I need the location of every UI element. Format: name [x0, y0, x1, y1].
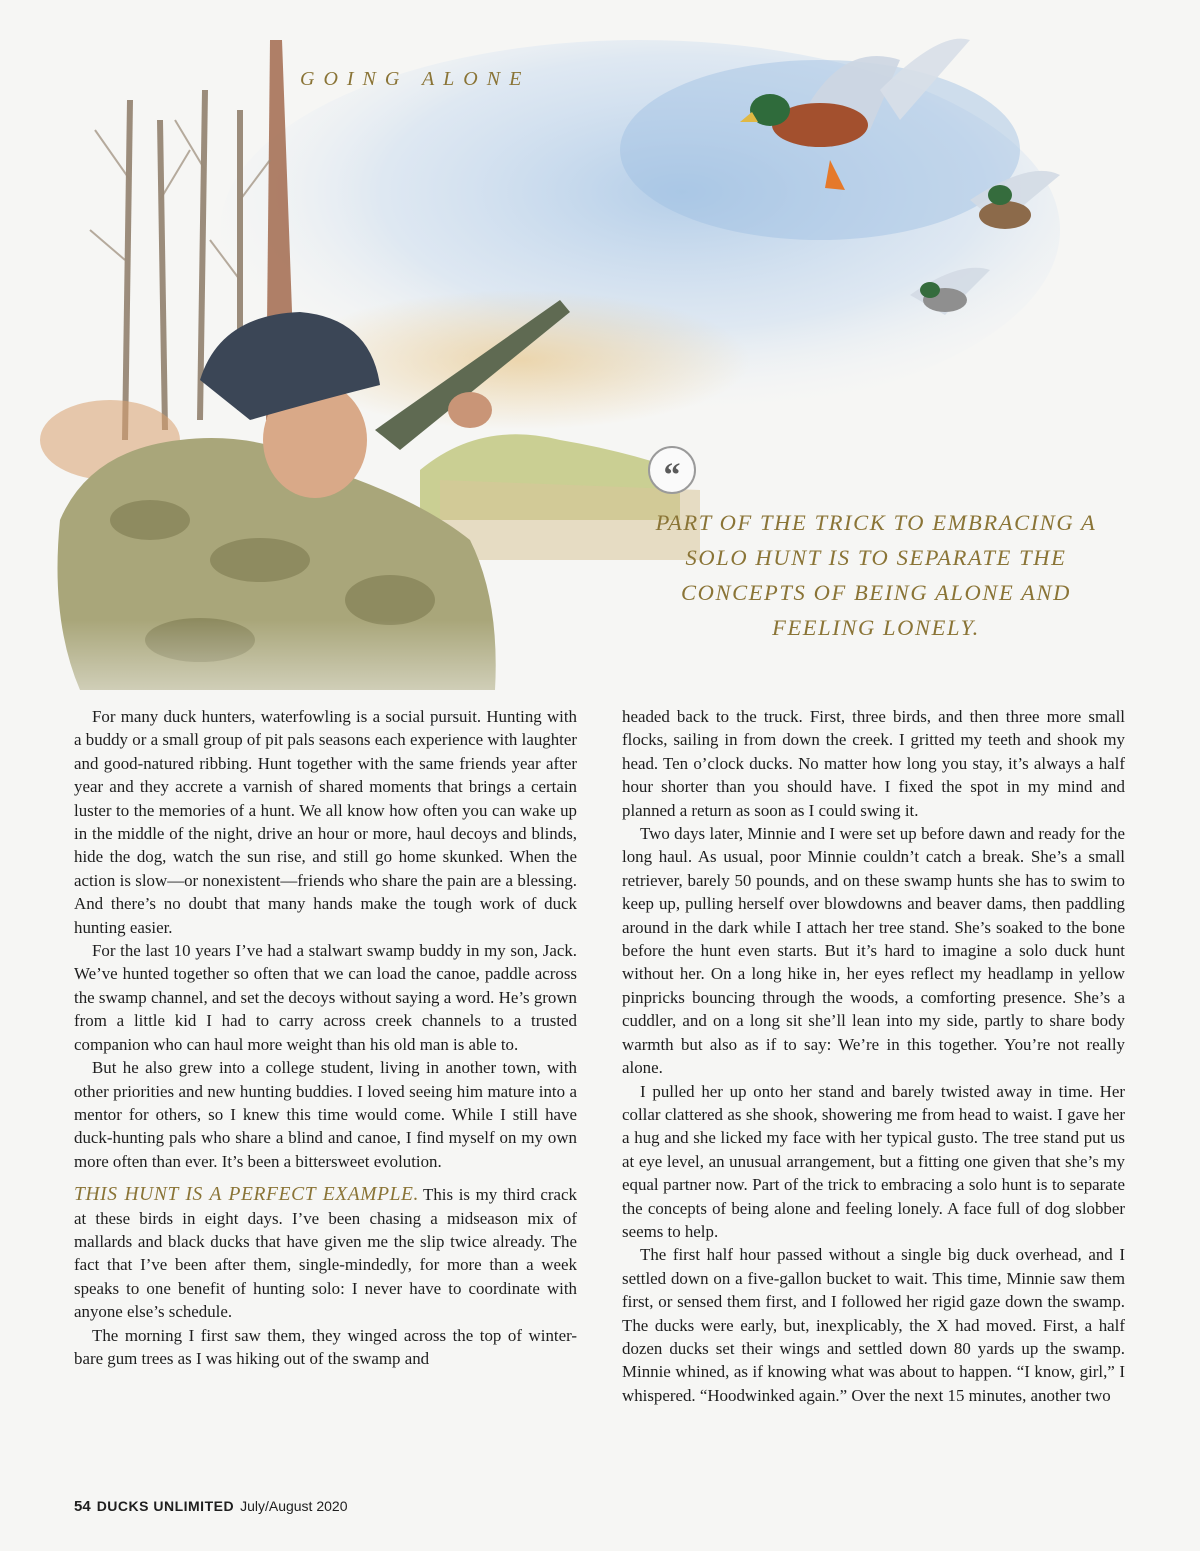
pull-quote: PART OF THE TRICK TO EMBRACING A SOLO HUNT IS TO SEPARATE THE CONCEPTS OF BEING ALONE AND FEELING LONELY.: [655, 510, 1097, 640]
magazine-name: DUCKS UNLIMITED: [96, 1498, 235, 1514]
page-footer: [74, 1498, 347, 1515]
body-paragraph: But he also grew into a college student, living in another town, with other priorities and new hunting buddies. I loved seeing him mature into a mentor for others, so I knew this time would come. While I still have duck-hunting pals who share a blind and canoe, I find myself on my own more often than ever. It’s been a bittersweet evolution.: [74, 1058, 577, 1171]
quote-icon: “: [648, 446, 696, 494]
cloud-wash: [620, 60, 1020, 240]
hero-illustration: [0, 0, 1200, 760]
hunter-hand: [448, 392, 492, 428]
body-column-left: [74, 705, 577, 1370]
body-paragraph: For many duck hunters, waterfowling is a social pursuit. Hunting with a buddy or a small group of pit pals seasons each experience with laughter and good-natured ribbing. Hunt together with the same friends year after year and they accrete a varnish of shared moments that brings a certain luster to the memories of a hunt. We all know how often you can wake up in the middle of the night, drive an hour or more, haul decoys and blinds, hide the dog, watch the sun rise, and still go home skunked. When the action is slow—or nonexistent—friends who share the pain are a blessing. And there’s no doubt that many hands make the tough work of duck hunting easier.: [74, 707, 577, 937]
issue-date: July/August 2020: [240, 1498, 348, 1514]
body-paragraph: I pulled her up onto her stand and barely twisted away in time. Her collar clattered as she shook, showering me from head to waist. I gave her a hug and she licked my face with her typical gusto. The tree stand put us at eye level, an unusual arrangement, but a fitting one given that she’s my equal partner now. Part of the trick to embracing a solo hunt is to separate the concepts of being alone and feeling lonely. A face full of dog slobber seems to help.: [622, 1081, 1125, 1241]
body-paragraph: The first half hour passed without a single big duck overhead, and I settled down on a five-gallon bucket to wait. This time, Minnie saw them first, or sensed them first, and I followed her rigid gaze down the swamp. The ducks were early, but, inexplicably, the X had moved. First, a half dozen ducks set their wings and settled down 80 yards up the swamp. Minnie whined, as if knowing what was about to happen. “I know, girl,” I whispered. “Hoodwinked again.” Over the next 15 minutes, another two: [622, 1245, 1125, 1405]
page-number: 54: [74, 1498, 91, 1515]
body-paragraph: The morning I first saw them, they winged across the top of winter-bare gum trees as I was hiking out of the swamp and: [74, 1325, 577, 1368]
watercolor-scene: [0, 0, 1200, 760]
body-paragraph: For the last 10 years I’ve had a stalwart swamp buddy in my son, Jack. We’ve hunted together so often that we can load the canoe, paddle across the swamp channel, and set the decoys without saying a word. He’s grown from a little kid I had to carry across creek channels to a trusted companion who can haul more weight than his old man is able to.: [74, 941, 577, 1054]
body-paragraph: Two days later, Minnie and I were set up before dawn and ready for the long haul. As usual, poor Minnie couldn’t catch a break. She’s a small retriever, barely 50 pounds, and on these swamp hunts she has to swim to keep up, pulling herself over blowdowns and beaver dams, then paddling around in the dark while I attach her tree stand. She’s soaked to the bone before the hunt even starts. But it’s hard to imagine a solo duck hunt without her. On a long hike in, her eyes reflect my headlamp in yellow pinpricks bouncing through the woods, a comforting presence. She’s a cuddler, and on a long sit she’ll lean into my side, partly to share body warmth but also as if to say: We’re in this together. You’re not really alone.: [622, 824, 1125, 1078]
body-paragraph-runin: [74, 1183, 577, 1323]
body-column-right: [622, 705, 1125, 1407]
runin-text: This is my third crack at these birds in eight days. I’ve been chasing a midseason mix of mallards and black ducks that have given me the slip twice already. The fact that I’ve been after them, single-mindedly, for more than a week speaks to one benefit of hunting solo: I never have to coordinate with anyone else’s schedule.: [74, 1185, 577, 1322]
body-paragraph: headed back to the truck. First, three birds, and then three more small flocks, sailing in from down the creek. I gritted my teeth and shook my head. Ten o’clock ducks. No matter how long you stay, it’s always a half hour shorter than you should have. I fixed the spot in my mind and planned a return as soon as I could swing it.: [622, 707, 1125, 820]
runin-heading: THIS HUNT IS A PERFECT EXAMPLE.: [74, 1184, 420, 1206]
section-kicker: GOING ALONE: [300, 68, 531, 90]
